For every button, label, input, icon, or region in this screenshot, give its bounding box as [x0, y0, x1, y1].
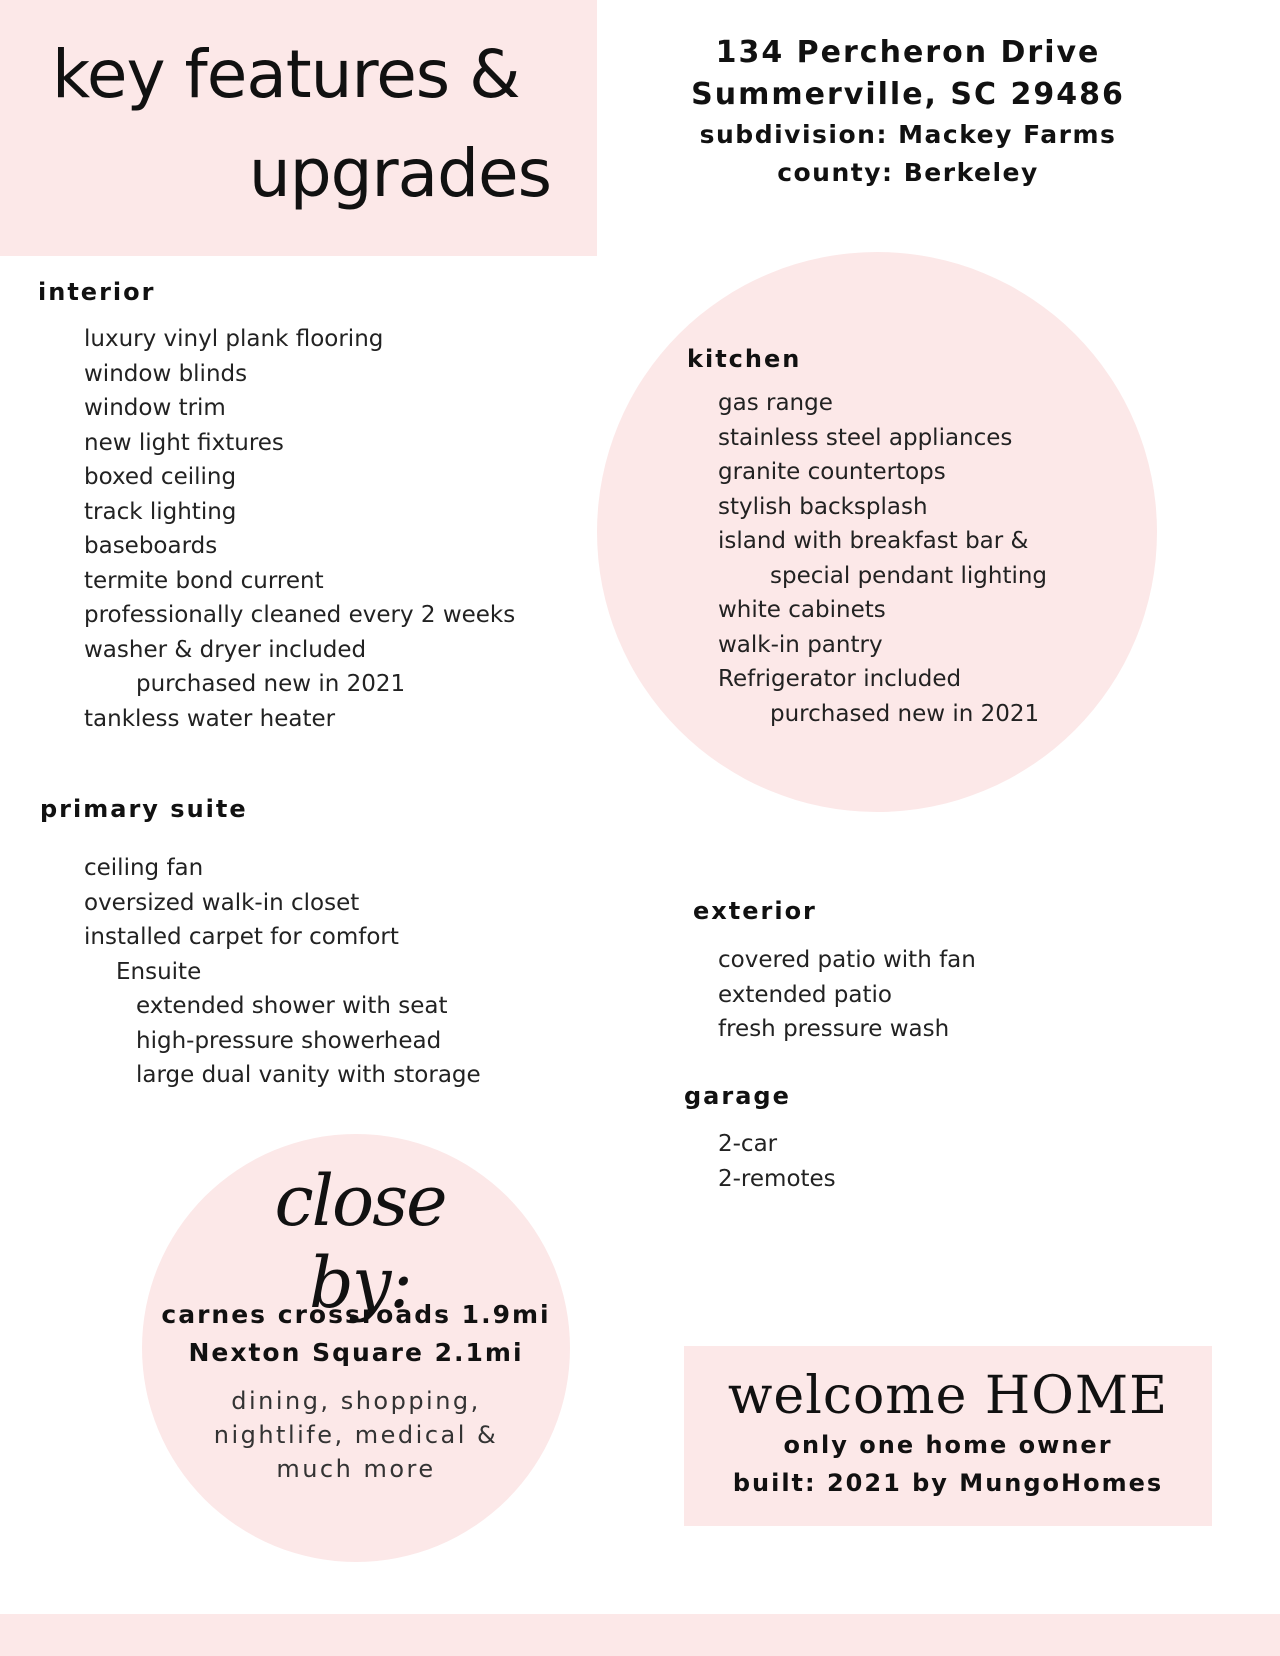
list-item: new light fixtures	[84, 429, 284, 456]
list-item: walk-in pantry	[718, 631, 883, 658]
welcome-owner-line: only one home owner	[783, 1431, 1113, 1459]
list-item: 2-remotes	[718, 1165, 836, 1192]
primary-suite-heading: primary suite	[40, 795, 248, 823]
list-item: covered patio with fan	[718, 947, 976, 973]
list-item: baseboards	[84, 533, 218, 559]
interior-heading: interior	[38, 278, 156, 306]
page-title-line-1: key features &	[52, 36, 520, 113]
close-by-note-line-1: dining, shopping,	[231, 1387, 481, 1415]
list-item: granite countertops	[718, 459, 946, 485]
bottom-band	[0, 1614, 1280, 1656]
close-by-place-1: carnes crossroads 1.9mi	[161, 1300, 551, 1329]
address-city: Summerville, SC 29486	[691, 77, 1125, 112]
list-item: window trim	[84, 395, 226, 421]
kitchen-heading: kitchen	[687, 345, 802, 373]
list-item: gas range	[718, 390, 833, 416]
address-street: 134 Percheron Drive	[715, 35, 1101, 70]
title-block	[0, 0, 597, 256]
interior-list	[84, 322, 515, 736]
welcome-built-line: built: 2021 by MungoHomes	[732, 1469, 1164, 1497]
list-item: Ensuite	[116, 958, 202, 985]
list-item: termite bond current	[84, 567, 324, 594]
list-item: purchased new in 2021	[136, 671, 406, 697]
close-by-place-2: Nexton Square 2.1mi	[188, 1338, 524, 1367]
list-item: 2-car	[718, 1131, 778, 1157]
close-by-note-line-2: nightlife, medical &	[213, 1421, 499, 1449]
close-by-note-line-3: much more	[276, 1455, 436, 1483]
list-item: white cabinets	[718, 597, 886, 623]
list-item: large dual vanity with storage	[136, 1062, 481, 1088]
list-item: luxury vinyl plank flooring	[84, 326, 384, 352]
list-item: purchased new in 2021	[770, 700, 1040, 727]
address-subdivision: subdivision: Mackey Farms	[699, 120, 1117, 149]
garage-list	[718, 1127, 836, 1196]
exterior-list	[718, 943, 976, 1047]
page-title-line-2: upgrades	[248, 135, 551, 212]
list-item: stylish backsplash	[718, 493, 928, 520]
list-item: boxed ceiling	[84, 464, 237, 490]
list-item: special pendant lighting	[770, 562, 1048, 589]
close-by-note	[190, 1384, 522, 1486]
list-item: tankless water heater	[84, 705, 336, 732]
list-item: extended patio	[718, 981, 892, 1008]
list-item: Refrigerator included	[718, 666, 962, 692]
primary-suite-list	[84, 851, 481, 1093]
welcome-title: welcome HOME	[727, 1366, 1169, 1426]
list-item: oversized walk-in closet	[84, 889, 360, 916]
property-address	[620, 32, 1196, 192]
list-item: fresh pressure wash	[718, 1016, 950, 1042]
list-item: ceiling fan	[84, 855, 204, 881]
list-item: track lighting	[84, 498, 237, 525]
kitchen-list	[718, 386, 1047, 731]
close-by-title: close by:	[274, 1160, 446, 1324]
list-item: installed carpet for comfort	[84, 924, 399, 950]
list-item: stainless steel appliances	[718, 424, 1013, 451]
close-by-places	[142, 1296, 570, 1372]
list-item: extended shower with seat	[136, 993, 448, 1019]
list-item: professionally cleaned every 2 weeks	[84, 602, 516, 628]
list-item: window blinds	[84, 360, 248, 387]
garage-heading: garage	[684, 1082, 791, 1110]
list-item: island with breakfast bar &	[718, 528, 1029, 554]
welcome-box	[684, 1346, 1212, 1526]
list-item: high-pressure showerhead	[136, 1027, 442, 1054]
address-county: county: Berkeley	[777, 158, 1039, 187]
list-item: washer & dryer included	[84, 636, 367, 663]
exterior-heading: exterior	[693, 897, 817, 925]
